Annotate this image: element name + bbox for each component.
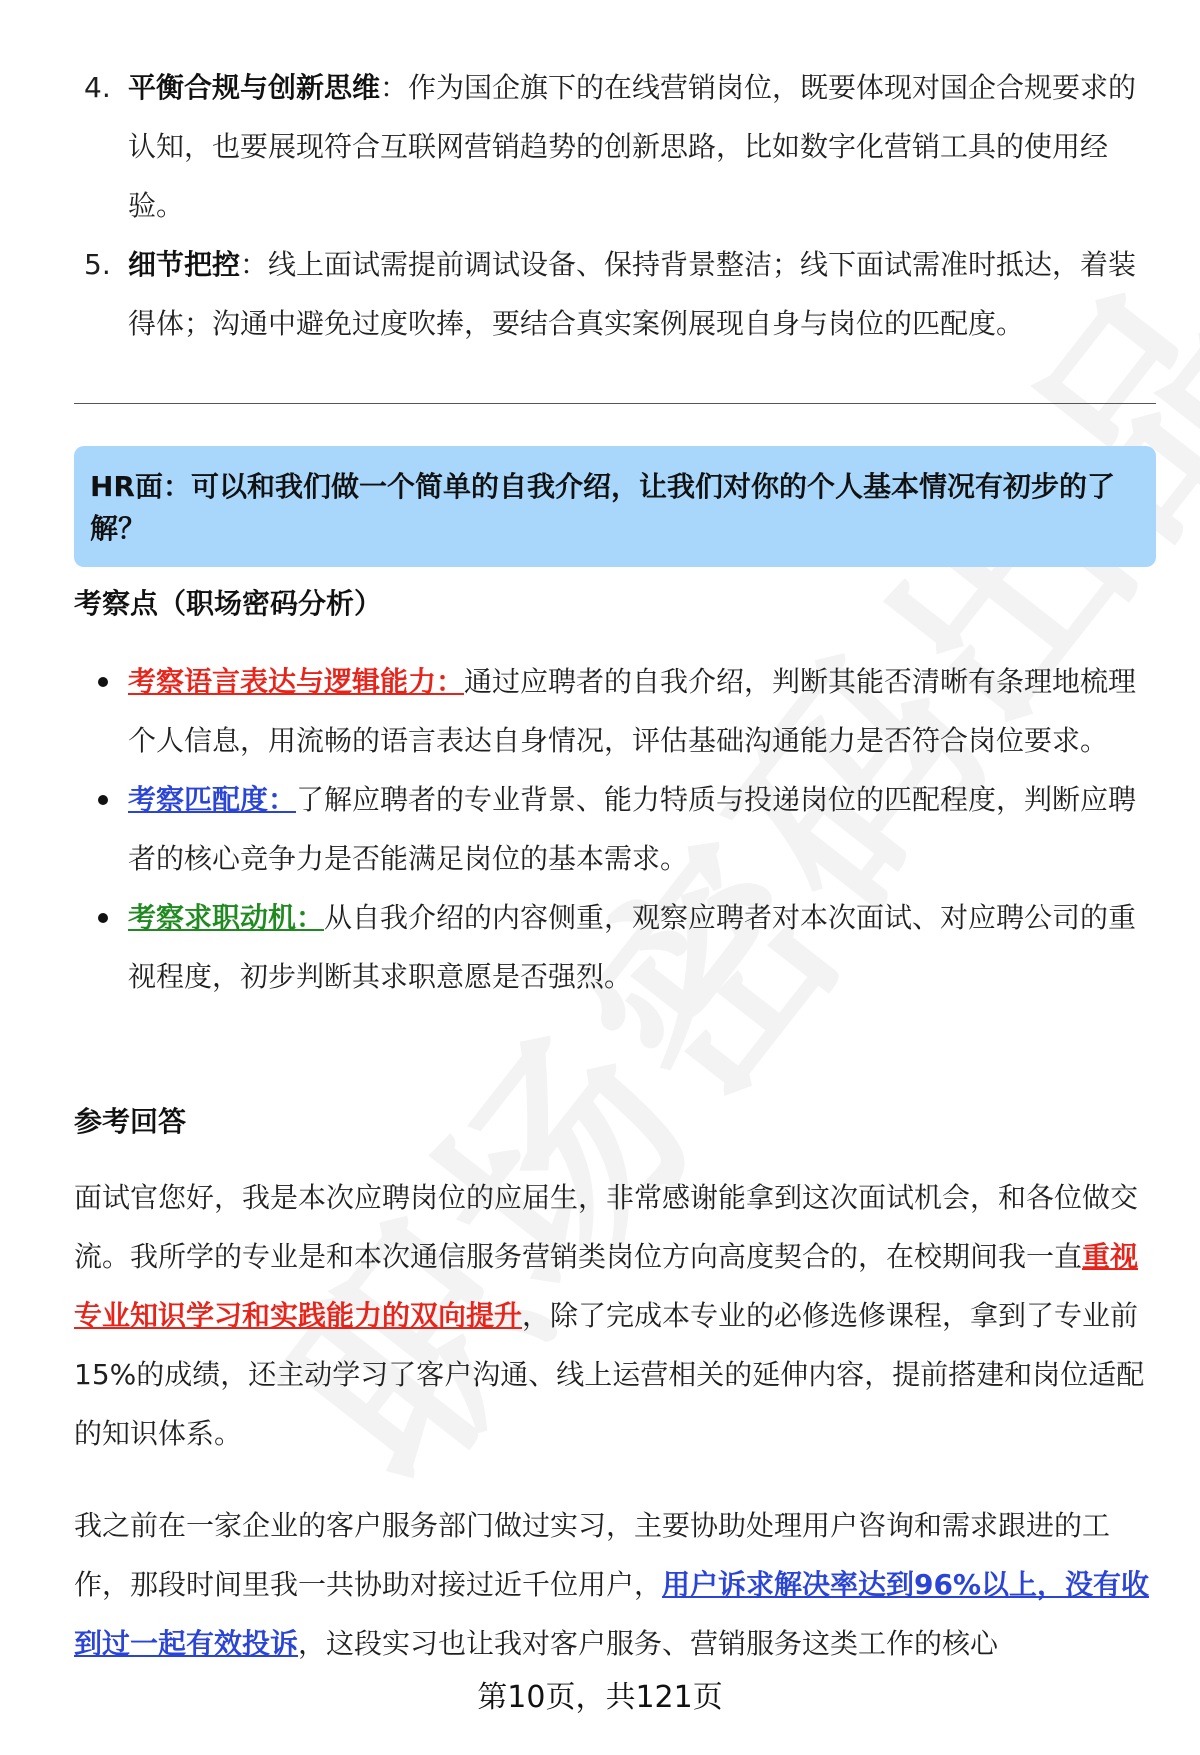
- interview-question: HR面：可以和我们做一个简单的自我介绍，让我们对你的个人基本情况有初步的了解？: [90, 470, 1115, 545]
- answer-text: 面试官您好，我是本次应聘岗位的应届生，非常感谢能拿到这次面试机会，和各位做交流。我所学的专业是和本次通信服务营销类岗位方向高度契合的，在校期间我一直: [74, 1181, 1139, 1273]
- list-item-text: ：线上面试需提前调试设备、保持背景整洁；线下面试需准时抵达，着装得体；沟通中避免过度吹捧，要结合真实案例展现自身与岗位的匹配度。: [128, 248, 1137, 340]
- point-item: [74, 770, 1156, 888]
- answer-text: ，除了完成本专业的必修选修课程，拿到了专业前15%的成绩，还主动学习了客户沟通、线上运营相关的延伸内容，提前搭建和岗位适配的知识体系。: [74, 1299, 1145, 1450]
- bullet-icon: [98, 677, 108, 687]
- point-item: [74, 888, 1156, 1006]
- list-item-text: ：作为国企旗下的在线营销岗位，既要体现对国企合规要求的认知，也要展现符合互联网营销趋势的创新思路，比如数字化营销工具的使用经验。: [128, 71, 1137, 222]
- list-number: 4.: [84, 71, 111, 104]
- page-number: 第10页，共121页: [477, 1680, 723, 1715]
- answer-paragraph-1: [74, 1168, 1156, 1463]
- point-text: 了解应聘者的专业背景、能力特质与投递岗位的匹配程度，判断应聘者的核心竞争力是否能满足岗位的基本需求。: [128, 783, 1137, 875]
- point-item: [74, 652, 1156, 770]
- bullet-icon: [98, 795, 108, 805]
- answer-text: ，这段实习也让我对客户服务、营销服务这类工作的核心: [298, 1627, 999, 1660]
- points-list: [74, 652, 1156, 1006]
- point-key: 考察语言表达与逻辑能力：: [128, 665, 465, 698]
- interview-question-box: [74, 446, 1156, 567]
- point-text: 通过应聘者的自我介绍，判断其能否清晰有条理地梳理个人信息，用流畅的语言表达自身情况，评估基础沟通能力是否符合岗位要求。: [128, 665, 1137, 757]
- answer-paragraph-2: [74, 1496, 1156, 1673]
- answer-heading: 参考回答: [74, 1105, 187, 1138]
- answer-text: 我之前在一家企业的客户服务部门做过实习，主要协助处理用户咨询和需求跟进的工作，那段时间里我一共协助对接过近千位用户，: [74, 1509, 1111, 1601]
- numbered-list: [74, 58, 1154, 353]
- list-number: 5.: [84, 248, 111, 281]
- points-heading: 考察点（职场密码分析）: [74, 587, 383, 620]
- list-item-5: [74, 235, 1154, 353]
- point-text: 从自我介绍的内容侧重，观察应聘者对本次面试、对应聘公司的重视程度，初步判断其求职意愿是否强烈。: [128, 901, 1137, 993]
- section-divider: [74, 403, 1156, 404]
- answer-highlight: 用户诉求解决率达到96%以上，没有收到过一起有效投诉: [74, 1568, 1150, 1660]
- list-item-4: [74, 58, 1154, 235]
- point-key: 考察求职动机：: [128, 901, 325, 934]
- list-item-title: 细节把控: [128, 248, 241, 281]
- bullet-icon: [98, 913, 108, 923]
- point-key: 考察匹配度：: [128, 783, 297, 816]
- answer-highlight: 重视专业知识学习和实践能力的双向提升: [74, 1240, 1139, 1332]
- list-item-title: 平衡合规与创新思维: [128, 71, 381, 104]
